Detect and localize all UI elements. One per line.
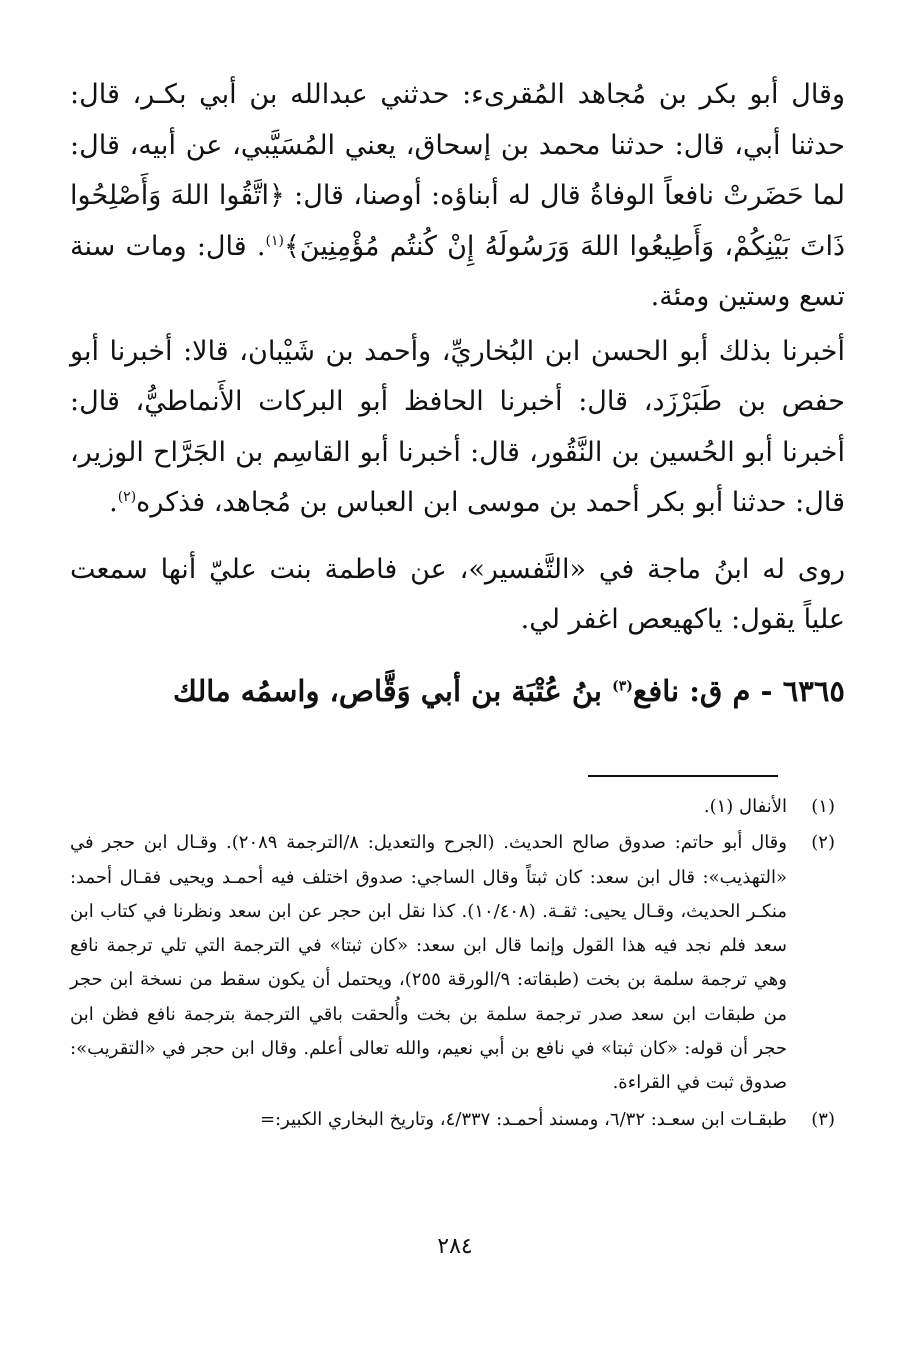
paragraph-1-text: وقال أبو بكر بن مُجاهد المُقرىء: حدثني عبدالله بن أبي بكـر، قال: حدثنا أبي، قال: حدثنا محمد بن إسحاق، يعني المُسَيَّبي، عن أبيه، قال: لما حَضَرتْ نافعاً الوفاةُ قال له أبناؤه: أوصنا، قال: ﴿اتَّقُوا اللهَ وَأَصْلِحُوا ذَاتَ بَيْنِكُمْ، وَأَطِيعُوا اللهَ وَرَسُولَهُ إِنْ كُنتُم مُؤْمِنِينَ﴾ [70,79,846,262]
footnote-number: (٣) [811,1108,835,1130]
paragraph-1 [70,70,845,323]
footnote-ref-3: (٣) [612,677,633,694]
footnote-text: طبقـات ابن سعـد: ٦/٣٢، ومسند أحمـد: ٤/٣٣٧، وتاريخ البخاري الكبير:= [259,1108,787,1130]
paragraph-2-text: أخبرنا بذلك أبو الحسن ابن البُخاريِّ، وأحمد بن شَيْبان، قالا: أخبرنا أبو حفص بن طَبَرْزَد، قال: أخبرنا الحافظ أبو البركات الأَنماطيُّ، قال: أخبرنا أبو الحُسين بن النَّقُور، قال: أخبرنا أبو القاسِم بن الجَرَّاح الوزير، قال: حدثنا أبو بكر أحمد بن موسى ابن العباس بن مُجاهد، فذكره [70,335,845,518]
footnote-text: الأنفال (١). [703,796,787,817]
footnote-number: (٢) [811,832,835,854]
footnote-text: وقال أبو حاتم: صدوق صالح الحديث. (الجرح والتعديل: ٨/الترجمة ٢٠٨٩). وقـال ابن حجر في «التهذيب»: قال ابن سعد: كان ثبتاً وقال الساجي: صدوق اختلف فيه أحمـد ويحيى فقـال أحمد: منكـر الحديث، وقـال يحيى: ثقـة. (١٠/٤٠٨). كذا نقل ابن حجر عن ابن سعد ونظرنا في كتاب ابن سعد فلم نجد فيه هذا القول وإنما قال ابن سعد: «كان ثبتا» في الترجمة التي تلي ترجمة نافع وهي ترجمة سلمة بن بخت (طبقاته: ٩/الورقة ٢٥٥)، ويحتمل أن يكون سقط من نسخة ابن حجر من طبقات ابن سعد صدر ترجمة سلمة بن بخت وأُلحقت باقي الترجمة بترجمة نافع فظن ابن حجر أن قوله: «كان ثبتا» في نافع بن أبي نعيم، والله تعالى أعلم. وقال ابن حجر في «التقريب»: صدوق ثبت في القراءة. [70,832,787,1094]
main-text [70,70,845,717]
paragraph-1-end: . قال: ومات سنة تسع وستين ومئة. [70,230,845,312]
footnote-3 [70,1103,835,1137]
footnote-2 [70,826,835,1100]
page-number: ٢٨٤ [437,1234,473,1259]
entry-number-and-name: ٦٣٦٥ - م ق: نافع [632,673,845,708]
paragraph-3: روى له ابنُ ماجة في «التَّفسير»، عن فاطمة بنت عليّ أنها سمعت علياً يقول: ياكهيعص اغفر لي. [70,553,845,635]
footnote-separator [588,775,778,777]
entry-lineage: بنُ عُتْبَة بن أبي وَقَّاص، واسمُه مالك [173,673,613,708]
footnote-ref-1: (١) [265,232,284,249]
paragraph-2 [70,327,845,529]
footnotes [70,790,835,1137]
footnote-ref-2: (٢) [117,489,137,505]
entry-heading [70,665,845,717]
footnote-1 [70,790,835,824]
footnote-number: (١) [811,796,835,817]
paragraph-2-end: . [109,487,118,518]
